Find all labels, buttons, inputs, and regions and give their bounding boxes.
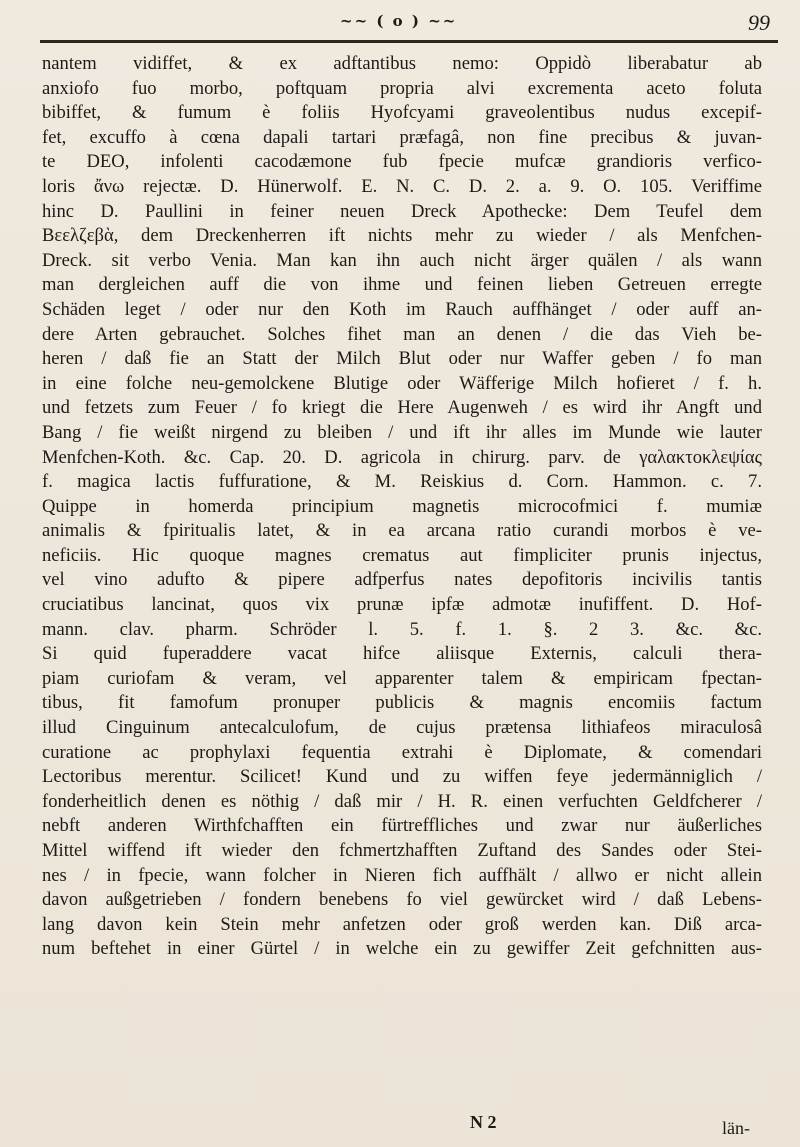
text-line: Si quid fuperaddere vacat hifce aliisque Externis, calculi thera-: [42, 643, 762, 665]
text-line: mann. clav. pharm. Schröder l. 5. f. 1. §. 2 3. &c. &c.: [42, 618, 762, 640]
text-line: Dreck. sit verbo Venia. Man kan ihn auch nicht ärger quälen / als wann: [42, 249, 762, 271]
text-line: piam curiofam & veram, vel apparenter talem & empiricam fpectan-: [42, 667, 762, 689]
page-header: [40, 8, 780, 36]
header-rule: [40, 40, 778, 43]
text-line: nes / in fpecie, wann folcher in Nieren fich auffhält / allwo er nicht allein: [42, 864, 762, 886]
text-line: bibiffet, & fumum è foliis Hyofcyami graveolentibus nudus excepif-: [42, 102, 762, 124]
text-line: und fetzets zum Feuer / fo kriegt die Here Augenweh / es wird ihr Angft und: [42, 397, 762, 419]
text-line: davon außgetrieben / fondern benebens fo viel gewürcket wird / daß Lebens-: [42, 889, 762, 911]
text-line: Bang / fie weißt nirgend zu bleiben / und ift ihr alles im Munde wie lauter: [42, 421, 762, 443]
text-line: Quippe in homerda principium magnetis microcofmici f. mumiæ: [42, 495, 762, 517]
text-line: vel vino adufto & pipere adfperfus nates depofitoris incivilis tantis: [42, 569, 762, 591]
signature-mark: N 2: [470, 1112, 497, 1132]
text-line: lang davon kein Stein mehr anfetzen oder groß werden kan. Diß arca-: [42, 913, 762, 935]
text-line: Schäden leget / oder nur den Koth im Rauch auffhänget / oder auff an-: [42, 298, 762, 320]
text-line: nantem vidiffet, & ex adftantibus nemo: Oppidò liberabatur ab: [42, 53, 762, 74]
text-line: Mittel wiffend ift wieder den fchmertzhafften Zuftand des Sandes oder Stei-: [42, 840, 762, 861]
text-line: curatione ac prophylaxi fequentia extrahi è Diplomate, & comendari: [42, 741, 762, 763]
text-line: te DEO, infolenti cacodæmone fub fpecie mufcæ grandioris verfico-: [42, 151, 762, 173]
text-line: illud Cinguinum antecalculofum, de cujus prætensa lithiafeos miraculosâ: [42, 717, 762, 739]
catchword: län-: [722, 1118, 750, 1138]
text-line: Lectoribus merentur. Scilicet! Kund und zu wiffen feye jedermänniglich /: [42, 766, 762, 788]
text-line: Βεελζεβὰ, dem Dreckenherren ift nichts mehr zu wieder / als Menfchen-: [42, 225, 762, 247]
page-number: 99: [748, 10, 770, 35]
header-ornament: ~~ ( o ) ~~: [340, 12, 458, 30]
text-line: neficiis. Hic quoque magnes crematus aut fimpliciter prunis injectus,: [42, 544, 762, 566]
text-line: heren / daß fie an Statt der Milch Blut oder nur Waffer geben / fo man: [42, 348, 762, 370]
text-line: fet, excuffo à cœna dapali tartari præfagâ, non fine precibus & juvan-: [42, 126, 762, 148]
body-text: [42, 52, 762, 962]
text-line: num beftehet in einer Gürtel / in welche ein zu gewiffer Zeit gefchnitten aus-: [42, 938, 762, 960]
text-line: dere Arten gebrauchet. Solches fihet man an denen / die das Vieh be-: [42, 323, 762, 345]
text-line: man dergleichen auff die von ihme und feinen lieben Getreuen erregte: [42, 274, 762, 296]
text-line: nebft anderen Wirthfchafften ein fürtreffliches und zwar nur äußerliches: [42, 815, 762, 837]
text-line: Menfchen-Koth. &c. Cap. 20. D. agricola in chirurg. parv. de γαλακτοκλεψίας: [42, 446, 762, 468]
text-line: hinc D. Paullini in feiner neuen Dreck Apothecke: Dem Teufel dem: [42, 200, 762, 222]
text-line: fonderheitlich denen es nöthig / daß mir / H. R. einen verfuchten Geldfcherer /: [42, 790, 762, 812]
text-line: animalis & fpiritualis latet, & in ea arcana ratio curandi morbos è ve-: [42, 520, 762, 542]
text-line: loris ἄνω rejectæ. D. Hünerwolf. E. N. C. D. 2. a. 9. O. 105. Veriffime: [42, 175, 762, 197]
text-line: anxiofo fuo morbo, poftquam propria alvi excrementa aceto foluta: [42, 77, 762, 99]
text-line: f. magica lactis fuffuratione, & M. Reiskius d. Corn. Hammon. c. 7.: [42, 471, 762, 493]
text-line: in eine folche neu-gemolckene Blutige oder Wäfferige Milch hofieret / f. h.: [42, 372, 762, 394]
text-line: cruciatibus lancinat, quos vix prunæ ipfæ admotæ inufiffent. D. Hof-: [42, 594, 762, 616]
text-line: tibus, fit famofum pronuper publicis & magnis encomiis factum: [42, 692, 762, 714]
